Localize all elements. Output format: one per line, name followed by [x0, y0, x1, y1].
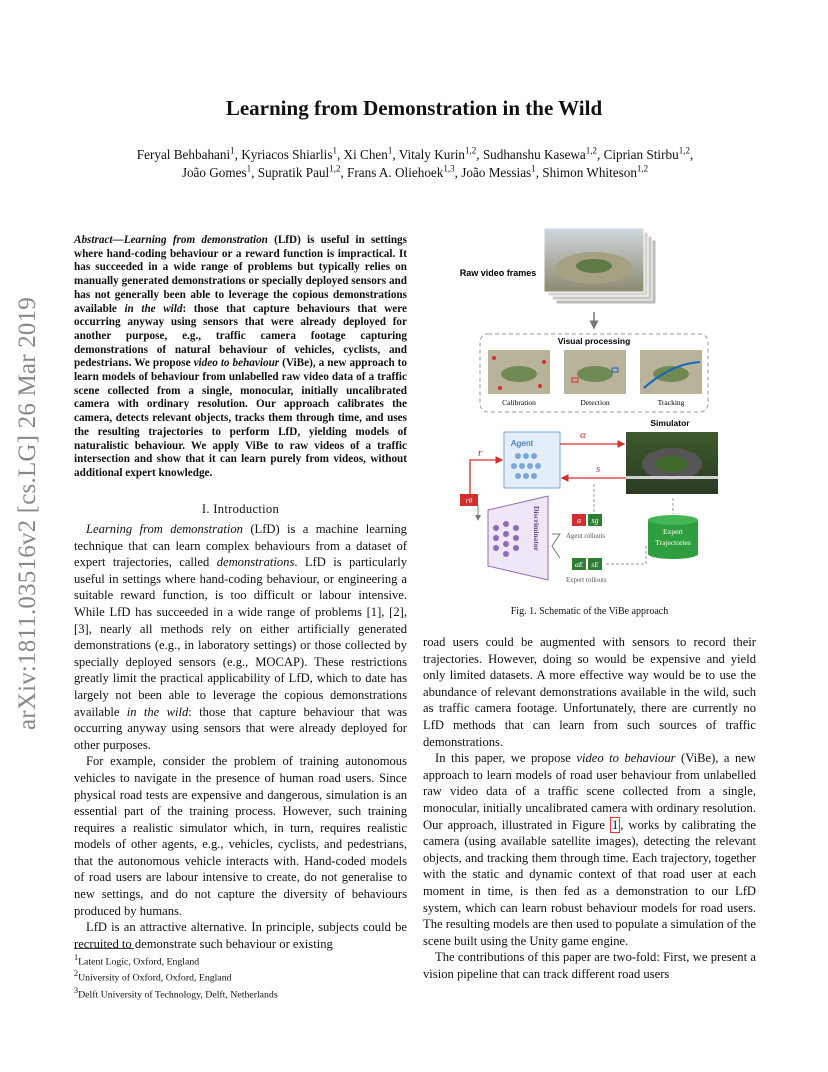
agent-rollout-s: sg: [591, 516, 599, 525]
expert-rollout-s: sE: [591, 560, 599, 569]
vibe-schematic-figure: [448, 228, 748, 598]
paragraph: road users could be augmented with sensors to record their trajectories. However, doing so would be expensive and yield only limited datasets. A more effective way would be to use the abundance of relevant demonstrations available in the wild, such as traffic camera footage. Unfortunately, there are currently no LfD methods that can learn from such sources of traffic demonstrations.: [423, 635, 756, 749]
tracking-label: Tracking: [657, 398, 685, 407]
expert-rollout-a: aE: [574, 560, 584, 569]
agent-rollouts-label: Agent rollouts: [566, 533, 606, 540]
visual-processing-label: Visual processing: [557, 336, 631, 346]
author: Frans A. Oliehoek$^{1,3}$,: [347, 163, 462, 180]
r-label: r: [478, 447, 483, 459]
paragraph: For example, consider the problem of training autonomous vehicles to navigate in the presence of human road users. Since physical road tests are expensive and dangerous, simulation is an essential part of the training process. However, such training requires a realistic simulator which, in turn, requires realistic models of other agents, e.g., vehicles, cyclists, and pedestrians, that the autonomous vehicle interacts with. Hand-coded models of road users are labour intensive to create, do not generalise to new settings, and do not capture the diversity of behaviours produced by humans.: [74, 754, 407, 918]
paragraph: In this paper, we propose video to behaviour (ViBe), a new approach to learn models of road user behaviour from unlabelled raw video data of a traffic scene collected from a single, monocular, initially uncalibrated camera with ordinary resolution. Our approach, illustrated in Figure 1 , works by calibrating the camera (using available satellite images), detecting the relevant objects, and tracking them through time. Each trajectory, together with the static and dynamic context of that road user at each moment in time, is then fed as a demonstration to our LfD system, which can learn robust behaviour models for road users. The resulting models are then used to populate a simulation of the scene built using the Unity game engine.: [423, 751, 756, 948]
footnote: $^2$University of Oxford, Oxford, England: [74, 969, 232, 984]
arxiv-sidebar-id: arXiv:1811.03516v2 [cs.LG] 26 Mar 2019: [14, 297, 41, 730]
figure-caption: Fig. 1. Schematic of the ViBe approach: [510, 606, 669, 617]
footnote: $^1$Latent Logic, Oxford, England: [74, 953, 200, 968]
tracking-thumb: [640, 350, 702, 394]
author: João Messias$^1$,: [461, 163, 543, 180]
raw-video-frames-stack: [544, 228, 656, 304]
footnote-rule: [74, 948, 134, 949]
author: Supratik Paul$^{1,2}$,: [257, 163, 348, 180]
agent-rollout-a: a: [577, 516, 581, 525]
intro-right-column: [423, 634, 756, 982]
footnote: $^3$Delft University of Technology, Delft, Netherlands: [74, 985, 278, 1000]
author: Ciprian Stirbu$^{1,2}$,: [603, 145, 694, 162]
agent-label: Agent: [510, 438, 534, 448]
author: Vitaly Kurin$^{1,2}$,: [398, 145, 483, 162]
author: Shimon Whiteson$^{1,2}$: [542, 163, 649, 180]
expert-label-2: Trajectories: [655, 538, 691, 547]
abstract-label: Abstract—: [74, 234, 124, 246]
author: João Gomes$^1$,: [181, 163, 258, 180]
calibration-label: Calibration: [502, 398, 536, 407]
footnotes: [74, 952, 407, 1001]
author: Xi Chen$^1$,: [343, 145, 399, 162]
author-line-2: [70, 164, 760, 182]
s-label: s: [596, 463, 601, 475]
author: Sudhanshu Kasewa$^{1,2}$,: [482, 145, 604, 162]
expert-label-1: Expert: [663, 527, 683, 536]
alpha-label: α: [580, 429, 586, 441]
intro-left-column: [74, 521, 407, 952]
expert-rollouts-label: Expert rollouts: [566, 577, 607, 584]
detection-thumb: [564, 350, 626, 394]
simulator-image: [626, 432, 718, 494]
raw-video-label: Raw video frames: [459, 268, 537, 278]
paragraph: LfD is an attractive alternative. In principle, subjects could be recruited to demonstrate such behaviour or existing: [74, 920, 407, 951]
detection-label: Detection: [580, 398, 610, 407]
expert-trajectories-db: [648, 515, 698, 559]
author-line-1: [70, 146, 760, 164]
paragraph: The contributions of this paper are two-fold: First, we present a vision pipeline that can track different road users: [423, 950, 756, 981]
author: Kyriacos Shiarlis$^1$,: [241, 145, 344, 162]
author: Feryal Behbahani$^1$,: [136, 145, 242, 162]
simulator-label: Simulator: [650, 418, 690, 428]
abstract: [74, 234, 407, 481]
discriminator-label: Discriminator: [532, 506, 541, 551]
calibration-thumb: [488, 350, 550, 394]
paragraph: Learning from demonstration (LfD) is a machine learning technique that can learn complex behaviours from a dataset of expert trajectories, called demonstrations. LfD is particularly useful in settings where hand-coding behaviour, or engineering a suitable reward function, is too difficult or labour intensive. While LfD has succeeded in a wide range of problems [1], [2], [3], nearly all methods rely on either artificially generated demonstrations (e.g., in laboratory settings) or those collected by specially deployed sensors (e.g., MOCAP). These restrictions greatly limit the practical applicability of LfD, which to date has largely not been able to leverage the copious demonstrations available in the wild: those that capture behaviour that was occurring anyway using sensors that were already deployed for other purposes.: [74, 522, 407, 752]
r-theta-label: rθ: [465, 496, 473, 505]
section-heading: I. Introduction: [201, 502, 280, 516]
abstract-body: Learning from demonstration (LfD) is useful in settings where hand-coding behaviour or a reward function is impractical. It has succeeded in a wide range of problems but typically relies on manually generated demonstrations or specially deployed sensors and has not generally been able to leverage the copious demonstrations available in the wild: those that capture behaviours that were occurring anyway using sensors that were already deployed for another purpose, e.g., traffic camera footage capturing demonstrations of natural behaviour of vehicles, cyclists, and pedestrians. We propose video to behaviour (ViBe), a new approach to learn models of behaviour from unlabelled raw video data of a traffic scene collected from a single, monocular, initially uncalibrated camera with ordinary resolution. Our approach calibrates the camera, detects relevant objects, tracks them through time, and uses the resulting trajectories to perform LfD, yielding models of naturalistic behaviour. We apply ViBe to raw videos of a traffic intersection and show that it can learn purely from videos, without additional expert knowledge.: [74, 234, 407, 479]
paper-title: Learning from Demonstration in the Wild: [225, 96, 603, 120]
author-list: [70, 146, 760, 182]
